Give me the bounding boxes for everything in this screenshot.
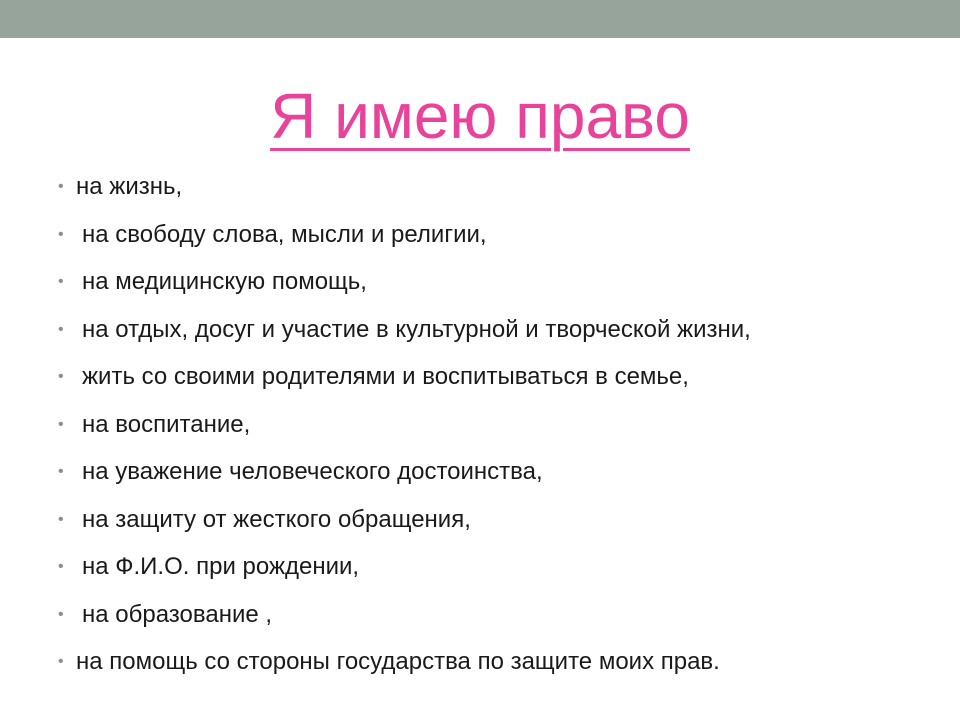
list-item-text: на свободу слова, мысли и религии, [82, 220, 487, 248]
list-item-text: на жизнь, [76, 173, 183, 200]
list-item [58, 261, 938, 309]
list-item [58, 214, 938, 262]
rights-list [58, 166, 938, 689]
slide-title [0, 78, 960, 154]
list-item [58, 309, 938, 357]
bullet-icon: • [58, 605, 64, 623]
list-item-text: на отдых, досуг и участие в культурной и творческой жизни, [82, 315, 751, 343]
list-item-text: на медицинскую помощь, [82, 268, 367, 295]
bullet-icon: • [58, 368, 64, 385]
list-item-text: жить со своими родителями и воспитываться в семье, [82, 363, 689, 390]
bullet-icon: • [58, 320, 64, 338]
bullet-icon: • [58, 178, 64, 195]
bullet-icon: • [58, 653, 64, 670]
list-item-text: на воспитание, [82, 410, 251, 438]
bullet-icon: • [58, 510, 64, 528]
list-item [58, 451, 938, 499]
list-item [58, 546, 938, 594]
list-item [58, 499, 938, 547]
bullet-icon: • [58, 415, 64, 433]
list-item [58, 594, 938, 642]
list-item [58, 641, 938, 689]
list-item [58, 166, 938, 214]
list-item [58, 404, 938, 452]
bullet-icon: • [58, 225, 64, 243]
bullet-icon: • [58, 273, 64, 290]
list-item-text: на Ф.И.О. при рождении, [82, 553, 360, 580]
bullet-icon: • [58, 558, 64, 575]
list-item [58, 356, 938, 404]
list-item-text: на образование , [82, 600, 273, 628]
list-item-text: на защиту от жесткого обращения, [82, 505, 471, 533]
top-decorative-band [0, 0, 960, 38]
list-item-text: на уважение человеческого достоинства, [82, 458, 543, 485]
list-item-text: на помощь со стороны государства по защите моих прав. [76, 648, 720, 675]
slide-title-text: Я имею право [270, 80, 690, 152]
bullet-icon: • [58, 463, 64, 480]
